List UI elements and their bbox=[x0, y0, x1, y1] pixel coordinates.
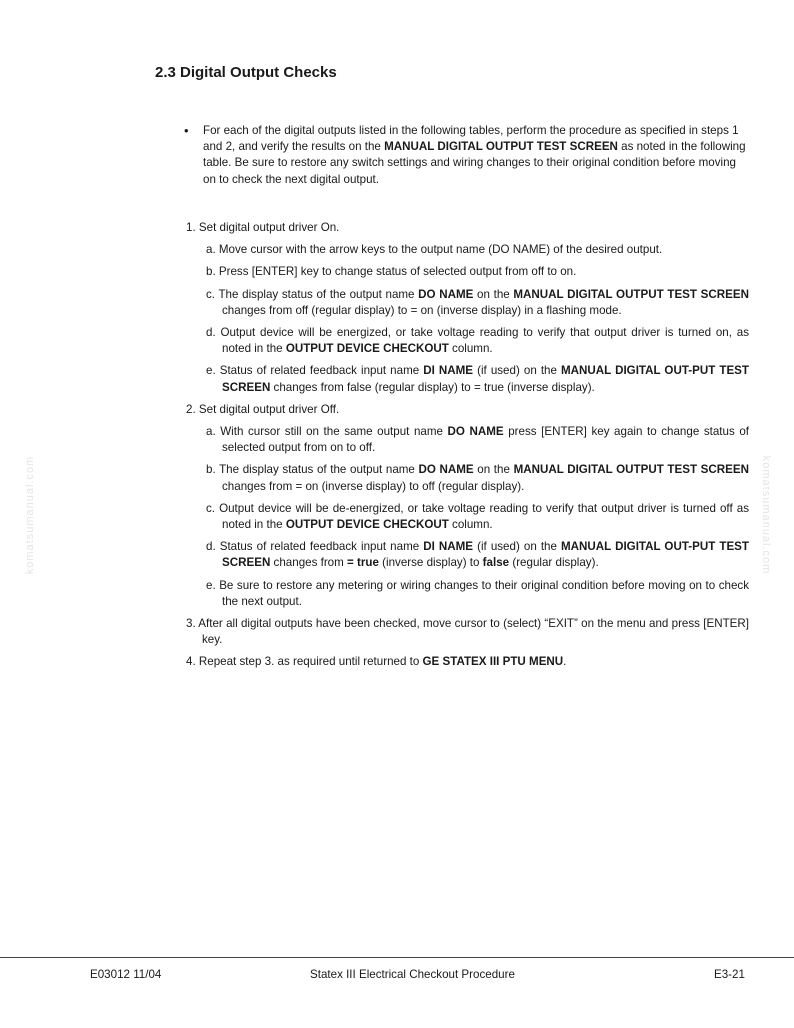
step-1d bbox=[206, 325, 749, 357]
step-1e-bold-1: DI NAME bbox=[423, 364, 474, 378]
step-2a bbox=[206, 424, 749, 456]
step-2d-text-4: (inverse display) to bbox=[378, 556, 483, 570]
step-2d-bold-2: MANUAL DIGITAL OUT-PUT TEST SCREEN bbox=[222, 540, 749, 570]
step-2a-text-2: press [ENTER] key again to change status of selected output from on to off. bbox=[222, 425, 750, 455]
step-2d-bold-1: DI NAME bbox=[423, 540, 474, 554]
intro-text-1: For each of the digital outputs listed in the following tables, perform the procedure as specified in steps 1 and 2, and verify the results on the bbox=[203, 124, 739, 154]
step-2c-text-1: c. Output device will be de-energized, or take voltage reading to verify that output driver is turned off as noted in the bbox=[206, 501, 749, 532]
step-2c-text-2: column. bbox=[448, 518, 493, 532]
step-2d bbox=[206, 539, 749, 571]
step-2b bbox=[206, 462, 749, 494]
section-heading: 2.3 Digital Output Checks bbox=[155, 64, 337, 81]
footer-page-number: E3-21 bbox=[714, 968, 745, 981]
step-1e-text-2: (if used) on the bbox=[473, 364, 561, 378]
watermark-right: komatsumanual.com bbox=[760, 455, 772, 575]
step-4 bbox=[186, 654, 749, 670]
step-1 bbox=[186, 220, 749, 396]
step-2 bbox=[186, 402, 749, 610]
footer-doc-id: E03012 11/04 bbox=[90, 968, 162, 981]
step-1c-text-3: changes from off (regular display) to = on (inverse display) in a flashing mode. bbox=[222, 303, 622, 317]
step-2b-text-1: b. The display status of the output name bbox=[206, 463, 419, 477]
step-2d-text-5: (regular display). bbox=[509, 556, 599, 570]
step-2d-text-2: (if used) on the bbox=[473, 540, 561, 554]
step-2d-text-1: d. Status of related feedback input name bbox=[206, 540, 424, 554]
step-4-bold-1: GE STATEX III PTU MENU bbox=[422, 655, 564, 669]
step-4-text-2: . bbox=[563, 655, 567, 669]
step-1b: b. Press [ENTER] key to change status of selected output from off to on. bbox=[206, 265, 577, 279]
step-1c bbox=[206, 287, 749, 319]
step-1d-text-2: column. bbox=[448, 342, 493, 356]
step-2c bbox=[206, 501, 749, 533]
step-1c-text-2: on the bbox=[473, 287, 514, 301]
procedure-steps bbox=[186, 220, 749, 677]
step-2d-text-3: changes from bbox=[270, 556, 348, 570]
step-2a-bold-1: DO NAME bbox=[447, 425, 504, 439]
step-1a: a. Move cursor with the arrow keys to the output name (DO NAME) of the desired output. bbox=[206, 243, 663, 257]
step-4-text-1: 4. Repeat step 3. as required until returned to bbox=[186, 655, 423, 669]
step-2-title: 2. Set digital output driver Off. bbox=[186, 402, 340, 416]
footer-rule bbox=[0, 957, 794, 958]
step-1c-text-1: c. The display status of the output name bbox=[206, 287, 419, 301]
intro-bullet bbox=[184, 123, 749, 188]
step-1c-bold-1: DO NAME bbox=[418, 287, 474, 301]
step-2c-bold-1: OUTPUT DEVICE CHECKOUT bbox=[285, 518, 449, 532]
step-2b-bold-1: DO NAME bbox=[418, 463, 474, 477]
step-2d-bold-4: false bbox=[482, 556, 510, 570]
step-1d-text-1: d. Output device will be energized, or take voltage reading to verify that output driver is turned on, as noted in the bbox=[206, 326, 749, 356]
step-1-title: 1. Set digital output driver On. bbox=[186, 221, 340, 234]
footer-title: Statex III Electrical Checkout Procedure bbox=[310, 968, 515, 981]
step-2d-bold-3: = true bbox=[347, 556, 379, 570]
step-1e bbox=[206, 363, 749, 395]
step-2b-text-2: on the bbox=[473, 463, 514, 477]
step-1e-bold-2: MANUAL DIGITAL OUT-PUT TEST SCREEN bbox=[222, 364, 749, 394]
step-2b-bold-2: MANUAL DIGITAL OUTPUT TEST SCREEN bbox=[513, 463, 749, 477]
step-2b-text-3: changes from = on (inverse display) to off (regular display). bbox=[222, 479, 525, 493]
watermark-left: komatsumanual.com bbox=[24, 455, 36, 575]
step-1c-bold-2: MANUAL DIGITAL OUTPUT TEST SCREEN bbox=[513, 287, 749, 301]
step-1e-text-1: e. Status of related feedback input name bbox=[206, 364, 424, 378]
step-2e: e. Be sure to restore any metering or wiring changes to their original condition before moving on to check the next output. bbox=[206, 578, 749, 608]
step-2a-text-1: a. With cursor still on the same output name bbox=[206, 425, 448, 439]
bullet-dot-icon: • bbox=[184, 123, 189, 138]
step-1d-bold-1: OUTPUT DEVICE CHECKOUT bbox=[285, 342, 449, 356]
intro-bold-1: MANUAL DIGITAL OUTPUT TEST SCREEN bbox=[384, 140, 618, 154]
intro-text-2: as noted in the following table. Be sure to restore any switch settings and wiring changes to their original condition before moving on to check the next digital output. bbox=[203, 140, 746, 186]
step-1e-text-3: changes from false (regular display) to = true (inverse display). bbox=[270, 380, 595, 394]
step-3: 3. After all digital outputs have been checked, move cursor to (select) “EXIT” on the menu and press [ENTER] key. bbox=[186, 617, 749, 647]
